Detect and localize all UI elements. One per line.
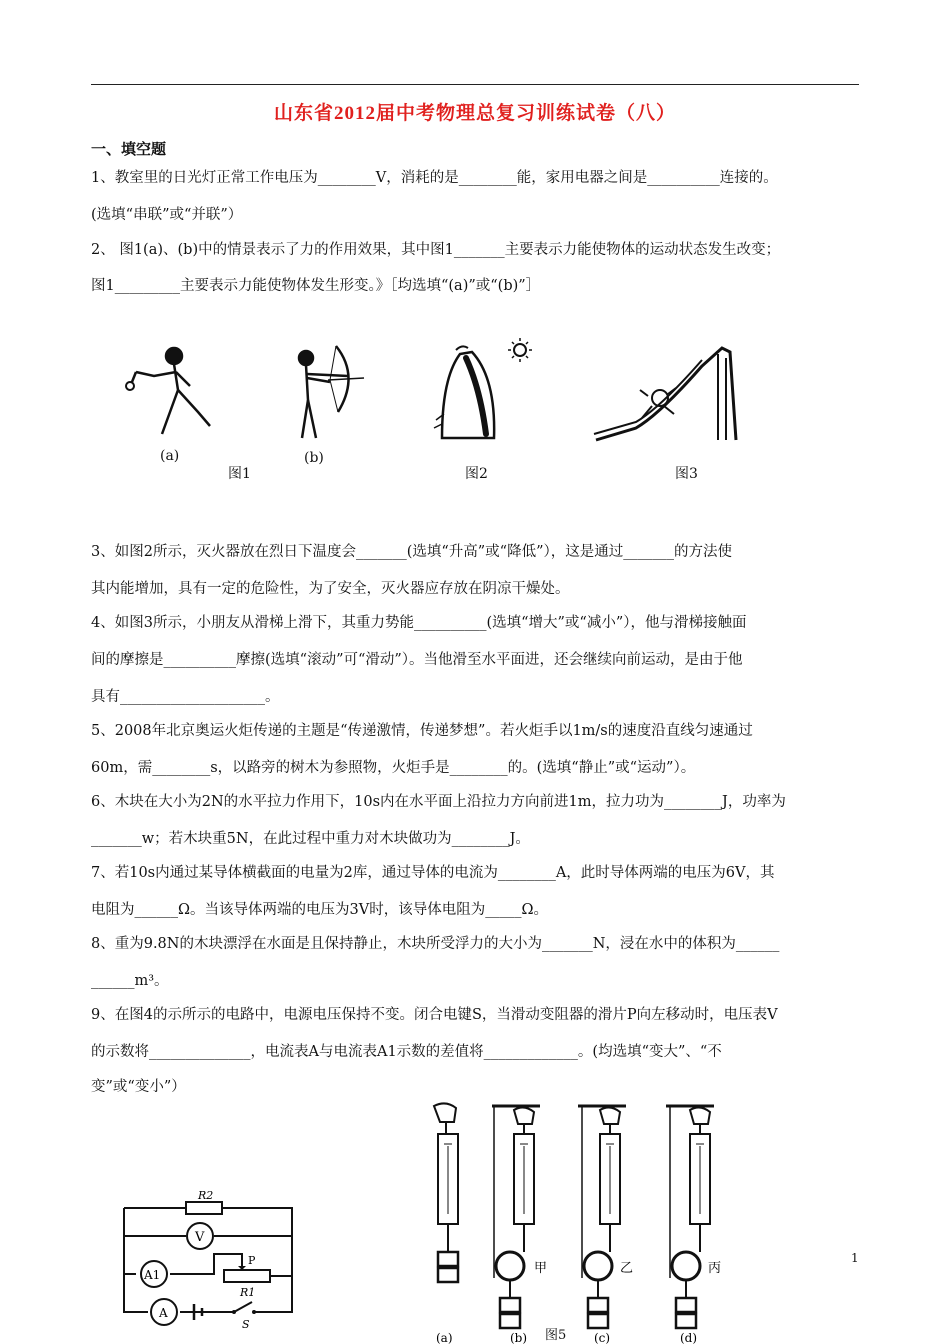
label-v: V: [195, 1230, 205, 1245]
figure-1-caption: 图1: [228, 466, 251, 482]
figure-5d-label: (d): [680, 1331, 698, 1344]
figure-2-caption: 图2: [465, 466, 488, 482]
figure-5a-label: (a): [436, 1331, 453, 1344]
figure-5-caption: 图5: [545, 1328, 567, 1343]
question-line: 4、如图3所示，小朋友从滑梯上滑下，其重力势能__________(选填“增大”或“减小”），他与滑梯接触面: [91, 615, 747, 631]
pulley-name-bing: 丙: [708, 1261, 722, 1276]
question-line: (选填“串联”或“并联”）: [91, 207, 243, 223]
figure-3-image: [590, 344, 742, 444]
question-line: 电阻为______Ω。当该导体两端的电压为3V时，该导体电阻为_____Ω。: [91, 902, 548, 918]
label-a1: A1: [144, 1268, 161, 1282]
question-line: 6、木块在大小为2N的水平拉力作用下，10s内在水平面上沿拉力方向前进1m，拉力功为________J，功率为: [91, 794, 786, 810]
question-line: 的示数将______________，电流表A与电流表A1示数的差值将_____________。(均选填“变大”、“不: [91, 1044, 722, 1060]
page-title: 山东省2012届中考物理总复习训练试卷（八）: [273, 103, 676, 124]
figure-5b-label: (b): [510, 1331, 528, 1344]
figure-1a-label: (a): [160, 448, 180, 464]
question-line: 具有____________________。: [91, 689, 280, 705]
question-line: 图1_________主要表示力能使物体发生形变。》［均选填“(a)”或“(b)”］: [91, 278, 541, 294]
question-line: _______w；若木块重5N，在此过程中重力对木块做功为________J。: [91, 831, 530, 847]
figure-2-image: [432, 338, 544, 454]
pulley-name-yi: 乙: [620, 1261, 634, 1276]
question-line: 1、教室里的日光灯正常工作电压为________V，消耗的是________能，家用电器之间是__________连接的。: [91, 170, 778, 186]
question-line: 2、 图1(a)、(b)中的情景表示了力的作用效果，其中图1_______主要表示力能使物体的运动状态发生改变；: [91, 242, 781, 258]
section-heading: 一、填空题: [91, 140, 167, 158]
label-s: S: [242, 1318, 250, 1330]
header-rule: [91, 84, 859, 85]
question-line: 变”或“变小”）: [91, 1079, 186, 1095]
figure-1b-image: [284, 342, 368, 442]
circuit-diagram: [118, 1190, 298, 1330]
pulley-name-jia: 甲: [534, 1261, 548, 1276]
figure-5c-label: (c): [594, 1331, 611, 1344]
question-line: 60m，需________s，以路旁的树木为参照物，火炬手是________的。(选填“静止”或“运动”）。: [91, 760, 696, 776]
label-r2: R2: [198, 1190, 214, 1202]
page-number: 1: [851, 1251, 859, 1265]
figure-1b-label: (b): [304, 450, 324, 466]
figure-3-caption: 图3: [675, 466, 698, 482]
label-p: P: [248, 1254, 256, 1267]
question-line: 8、重为9.8N的木块漂浮在水面是且保持静止，木块所受浮力的大小为_______N，浸在水中的体积为______: [91, 936, 780, 952]
question-line: 9、在图4的示所示的电路中，电源电压保持不变。闭合电键S，当滑动变阻器的滑片P向左移动时，电压表V: [91, 1007, 778, 1023]
question-line: 5、2008年北京奥运火炬传递的主题是“传递激情，传递梦想”。若火炬手以1m/s的速度沿直线匀速通过: [91, 723, 753, 739]
figure-1a-image: [118, 342, 218, 442]
figure-5-image: [414, 1102, 744, 1344]
question-line: 间的摩擦是__________摩擦(选填“滚动”可“滑动”）。当他滑至水平面进，还会继续向前运动，是由于他: [91, 652, 743, 668]
question-line: 其内能增加，具有一定的危险性，为了安全，灭火器应存放在阴凉干燥处。: [91, 581, 570, 597]
label-r1: R1: [240, 1286, 256, 1299]
question-line: ______m³。: [91, 973, 169, 989]
question-line: 7、若10s内通过某导体横截面的电量为2库，通过导体的电流为________A，此时导体两端的电压为6V，其: [91, 865, 775, 881]
label-a: A: [159, 1306, 168, 1320]
question-line: 3、如图2所示，灭火器放在烈日下温度会_______(选填“升高”或“降低”），这是通过_______的方法使: [91, 544, 733, 560]
